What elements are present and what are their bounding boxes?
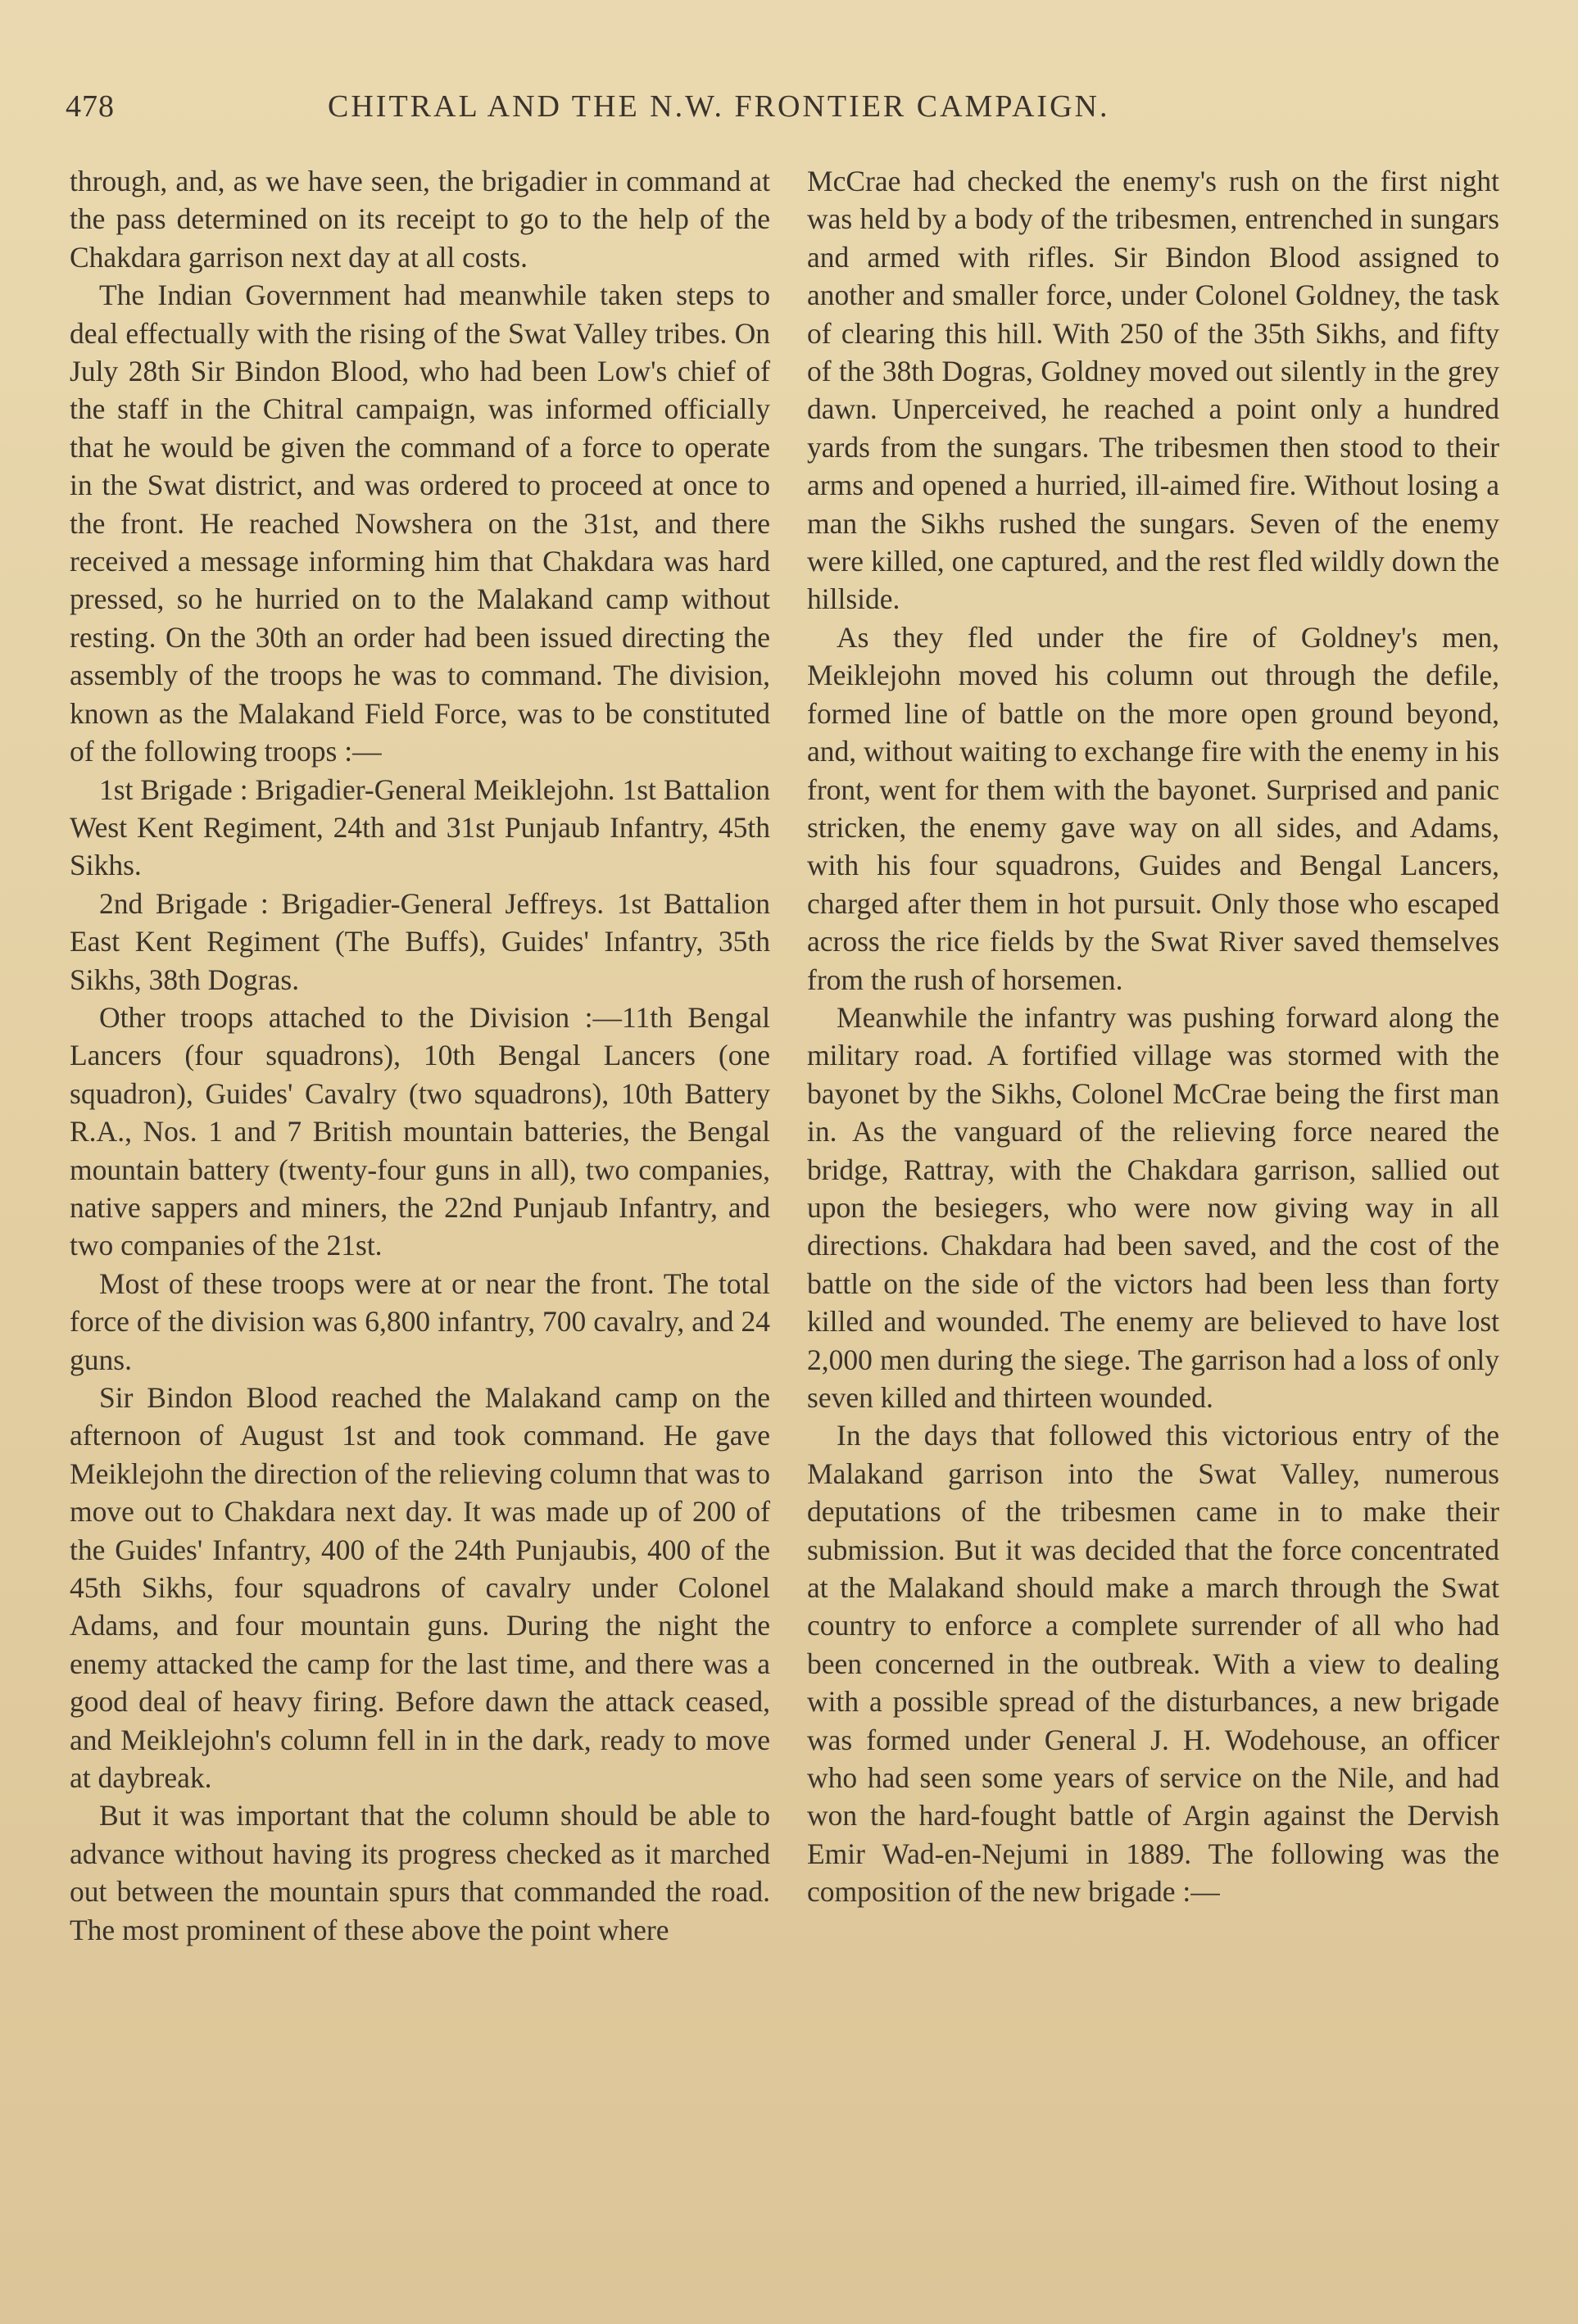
running-title: CHITRAL AND THE N.W. FRONTIER CAMPAIGN.: [328, 89, 1110, 124]
paragraph: McCrae had checked the enemy's rush on the first night was held by a body of the tribesmen, entrenched in sungars and armed with rifles. Sir Bindon Blood assigned to another and smaller force, under Colonel Goldney, the task of clearing this hill. With 250 of the 35th Sikhs, and fifty of the 38th Dogras, Goldney moved out silently in the grey dawn. Unperceived, he reached a point only a hundred yards from the sungars. The tribesmen then stood to their arms and opened a hurried, ill-aimed fire. Without losing a man the Sikhs rushed the sungars. Seven of the enemy were killed, one captured, and the rest fled wildly down the hillside.: [807, 165, 1499, 616]
paragraph: 2nd Brigade : Brigadier-General Jeffreys. 1st Battalion East Kent Regiment (The Buffs), Guides' Infantry, 35th Sikhs, 38th Dogras.: [70, 886, 770, 996]
paragraph: In the days that followed this victorious entry of the Malakand garrison into the Swat Valley, numerous deputations of the tribesmen came in to make their submission. But it was decided that the force concentrated at the Malakand should make a march through the Swat country to enforce a complete surrender of all who had been concerned in the outbreak. With a view to dealing with a possible spread of the disturbances, a new brigade was formed under General J. H. Wodehouse, an officer who had seen some years of service on the Nile, and had won the hard-fought battle of Argin against the Dervish Emir Wad-en-Nejumi in 1889. The following was the composition of the new brigade :—: [807, 1419, 1499, 1909]
paragraph: Most of these troops were at or near the front. The total force of the division was 6,800 infantry, 700 cavalry, and 24 guns.: [70, 1266, 770, 1376]
paragraph: As they fled under the fire of Goldney's men, Meiklejohn moved his column out through the defile, formed line of battle on the more open ground beyond, and, without waiting to exchange fire with the enemy in his front, went for them with the bayonet. Surprised and panic stricken, the enemy gave way on all sides, and Adams, with his four squadrons, Guides and Bengal Lancers, charged after them in hot pursuit. Only those who escaped across the rice fields by the Swat River saved themselves from the rush of horsemen.: [807, 620, 1499, 996]
paragraph: 1st Brigade : Brigadier-General Meiklejohn. 1st Battalion West Kent Regiment, 24th and 31st Punjaub Infantry, 45th Sikhs.: [70, 772, 770, 882]
paragraph: The Indian Government had meanwhile taken steps to deal effectually with the rising of the Swat Valley tribes. On July 28th Sir Bindon Blood, who had been Low's chief of the staff in the Chitral campaign, was informed officially that he would be given the command of a force to operate in the Swat district, and was ordered to proceed at once to the front. He reached Nowshera on the 31st, and there received a message informing him that Chakdara was hard pressed, so he hurried on to the Malakand camp without resting. On the 30th an order had been issued directing the assembly of the troops he was to command. The division, known as the Malakand Field Force, was to be constituted of the following troops :—: [70, 279, 770, 768]
paragraph: through, and, as we have seen, the brigadier in command at the pass determined on its receipt to go to the help of the Chakdara garrison next day at all costs.: [70, 165, 770, 274]
paragraph: Meanwhile the infantry was pushing forward along the military road. A fortified village was stormed with the bayonet by the Sikhs, Colonel McCrae being the first man in. As the vanguard of the relieving force neared the bridge, Rattray, with the Chakdara garrison, sallied out upon the besiegers, who were now giving way in all directions. Chakdara had been saved, and the cost of the battle on the side of the victors had been less than forty killed and wounded. The enemy are believed to have lost 2,000 men during the siege. The garrison had a loss of only seven killed and thirteen wounded.: [807, 1000, 1499, 1414]
page-number: 478: [66, 89, 115, 124]
paragraph: Sir Bindon Blood reached the Malakand camp on the afternoon of August 1st and took command. He gave Meiklejohn the direction of the relieving column that was to move out to Chakdara next day. It was made up of 200 of the Guides' Infantry, 400 of the 24th Punjaubis, 400 of the 45th Sikhs, four squadrons of cavalry under Colonel Adams, and four mountain guns. During the night the enemy attacked the camp for the last time, and there was a good deal of heavy firing. Before dawn the attack ceased, and Meiklejohn's column fell in in the dark, ready to move at daybreak.: [70, 1381, 770, 1795]
right-column: [807, 162, 1499, 1911]
page-header: [66, 88, 1508, 138]
paragraph: But it was important that the column should be able to advance without having its progress checked as it marched out between the mountain spurs that commanded the road. The most prominent of these above the point where: [70, 1799, 770, 1946]
left-column: [70, 162, 770, 1949]
paragraph: Other troops attached to the Division :—11th Bengal Lancers (four squadrons), 10th Bengal Lancers (one squadron), Guides' Cavalry (two squadrons), 10th Battery R.A., Nos. 1 and 7 British mountain batteries, the Bengal mountain battery (twenty-four guns in all), two companies, native sappers and miners, the 22nd Punjaub Infantry, and two companies of the 21st.: [70, 1000, 770, 1262]
